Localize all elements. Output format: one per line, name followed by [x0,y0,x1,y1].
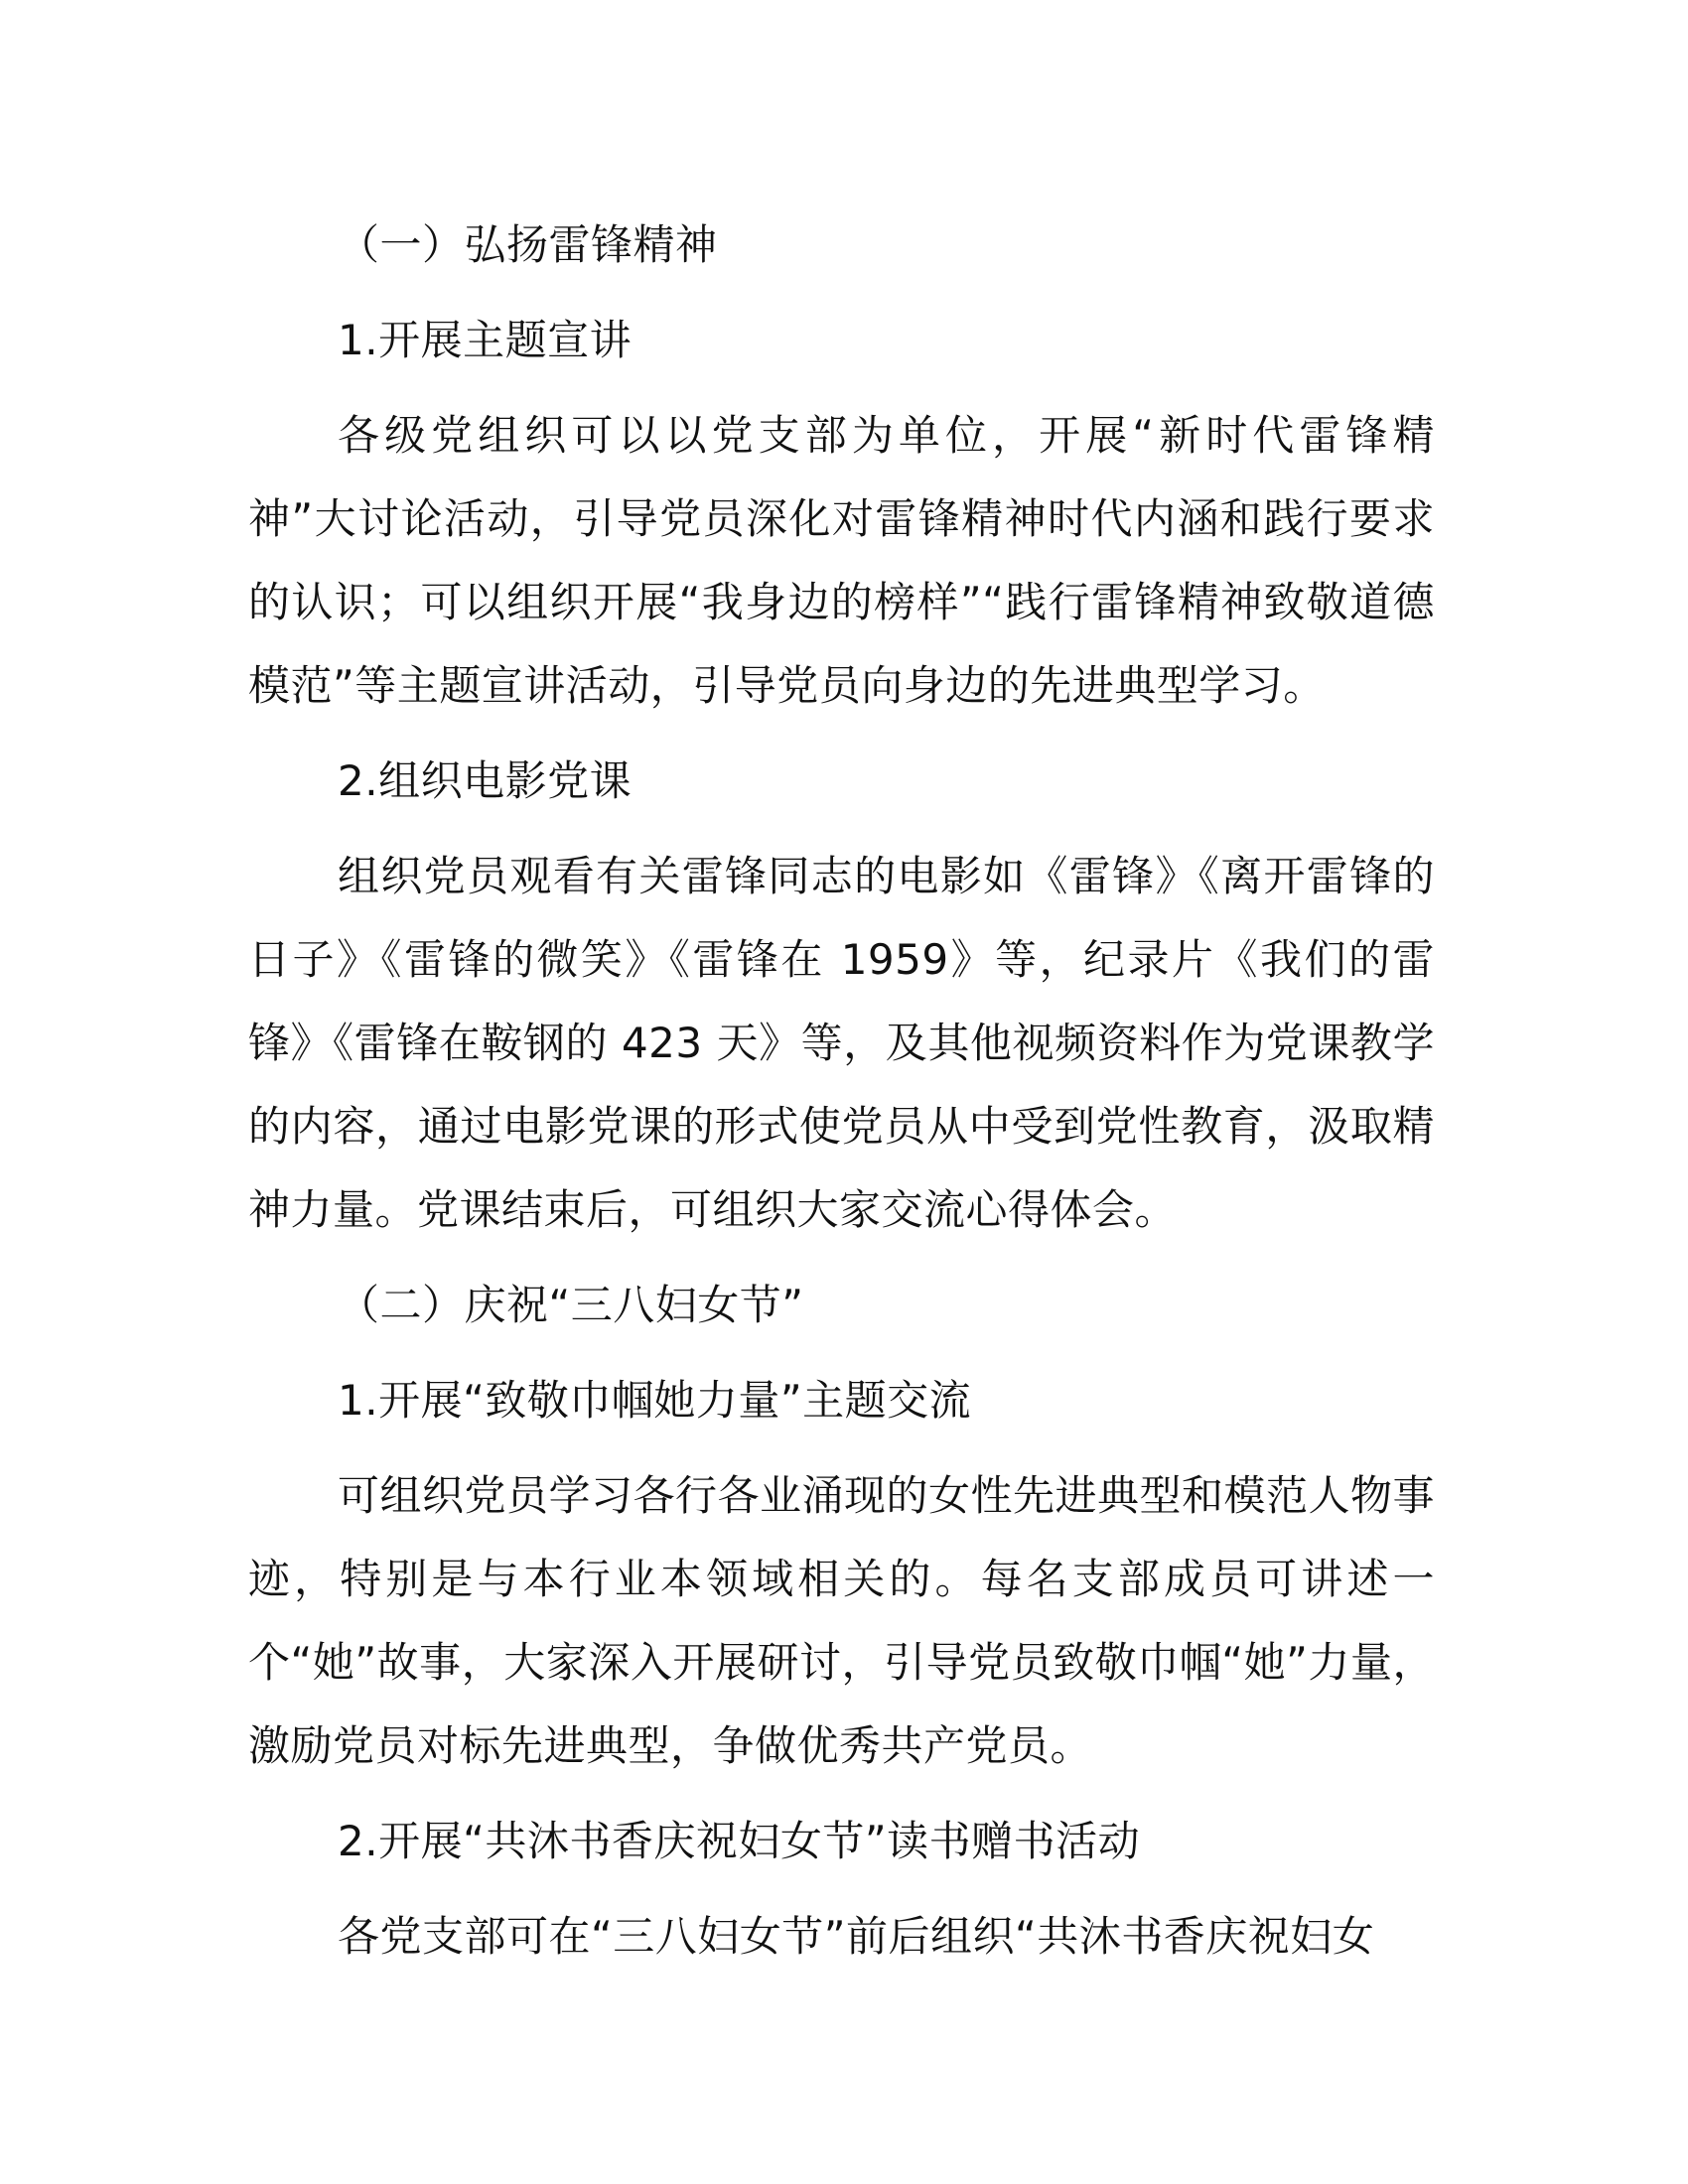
section-1-title: （一）弘扬雷锋精神 [338,220,718,269]
section-2-title: （二）庆祝“三八妇女节” [338,1281,804,1329]
item-2-2-title: 2.开展“共沐书香庆祝妇女节”读书赠书活动 [338,1817,1141,1865]
item-2-1-body: 可组织党员学习各行各业涌现的女性先进典型和模范人物事迹，特别是与本行业本领域相关的。每名支部成员可讲述一个“她”故事，大家深入开展研讨，引导党员致敬巾帼“她”力量，激励党员对标先进典型，争做优秀共产党员。 [248,1471,1436,1770]
item-1-1-body: 各级党组织可以以党支部为单位，开展“新时代雷锋精神”大讨论活动，引导党员深化对雷锋精神时代内涵和践行要求的认识；可以组织开展“我身边的榜样”“践行雷锋精神致敬道德模范”等主题宣讲活动，引导党员向身边的先进典型学习。 [248,411,1435,710]
item-1-2-title: 2.组织电影党课 [338,756,633,805]
item-1-2-body: 组织党员观看有关雷锋同志的电影如《雷锋》《离开雷锋的日子》《雷锋的微笑》《雷锋在 1959》等，纪录片《我们的雷锋》《雷锋在鞍钢的 423 天》等，及其他视频资料作为党课教学的内容，通过电影党课的形式使党员从中受到党性教育，汲取精神力量。党课结束后，可组织大家交流心得体会。 [248,852,1435,1234]
item-1-1-title: 1.开展主题宣讲 [338,316,633,364]
item-2-2-body: 各党支部可在“三八妇女节”前后组织“共沐书香庆祝妇女 [338,1912,1375,1961]
document-body [248,204,1435,1990]
item-2-1-title: 1.开展“致敬巾帼她力量”主题交流 [338,1376,972,1425]
